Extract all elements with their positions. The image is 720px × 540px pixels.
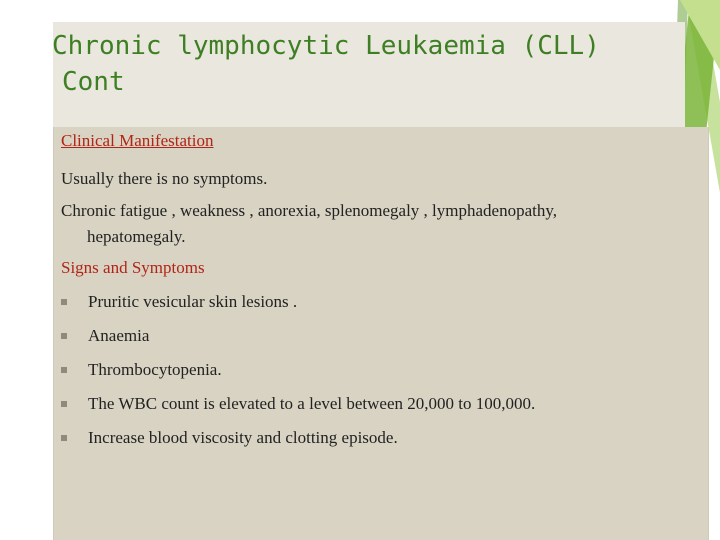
list-item [61, 324, 535, 358]
symptoms-line-2: hepatomegaly. [87, 227, 186, 246]
clinical-manifestation-heading: Clinical Manifestation [61, 131, 214, 150]
list-item [61, 358, 535, 392]
title-line-1: Chronic lymphocytic Leukaemia (CLL) [52, 31, 600, 61]
list-item-text: Thrombocytopenia. [88, 360, 222, 379]
symptoms-paragraph [61, 198, 681, 250]
corner-triangle [680, 0, 720, 70]
list-item-text: Increase blood viscosity and clotting episode. [88, 428, 398, 447]
list-item [61, 392, 535, 426]
list-item-text: The WBC count is elevated to a level between 20,000 to 100,000. [88, 394, 536, 413]
symptoms-line-1: Chronic fatigue , weakness , anorexia, splenomegaly , lymphadenopathy, [61, 201, 558, 220]
slide-title [52, 28, 672, 100]
list-item-text: Pruritic vesicular skin lesions . [88, 292, 298, 311]
bullet-square-icon [61, 401, 67, 407]
bullet-square-icon [61, 435, 67, 441]
signs-symptoms-heading: Signs and Symptoms [61, 258, 205, 277]
list-item [61, 426, 535, 460]
list-item [61, 290, 535, 324]
bullet-square-icon [61, 367, 67, 373]
bullet-square-icon [61, 299, 67, 305]
title-line-2: Cont [62, 67, 125, 97]
no-symptoms-text: Usually there is no symptoms. [61, 169, 268, 188]
bullet-square-icon [61, 333, 67, 339]
signs-list [61, 290, 535, 460]
list-item-text: Anaemia [88, 326, 150, 345]
